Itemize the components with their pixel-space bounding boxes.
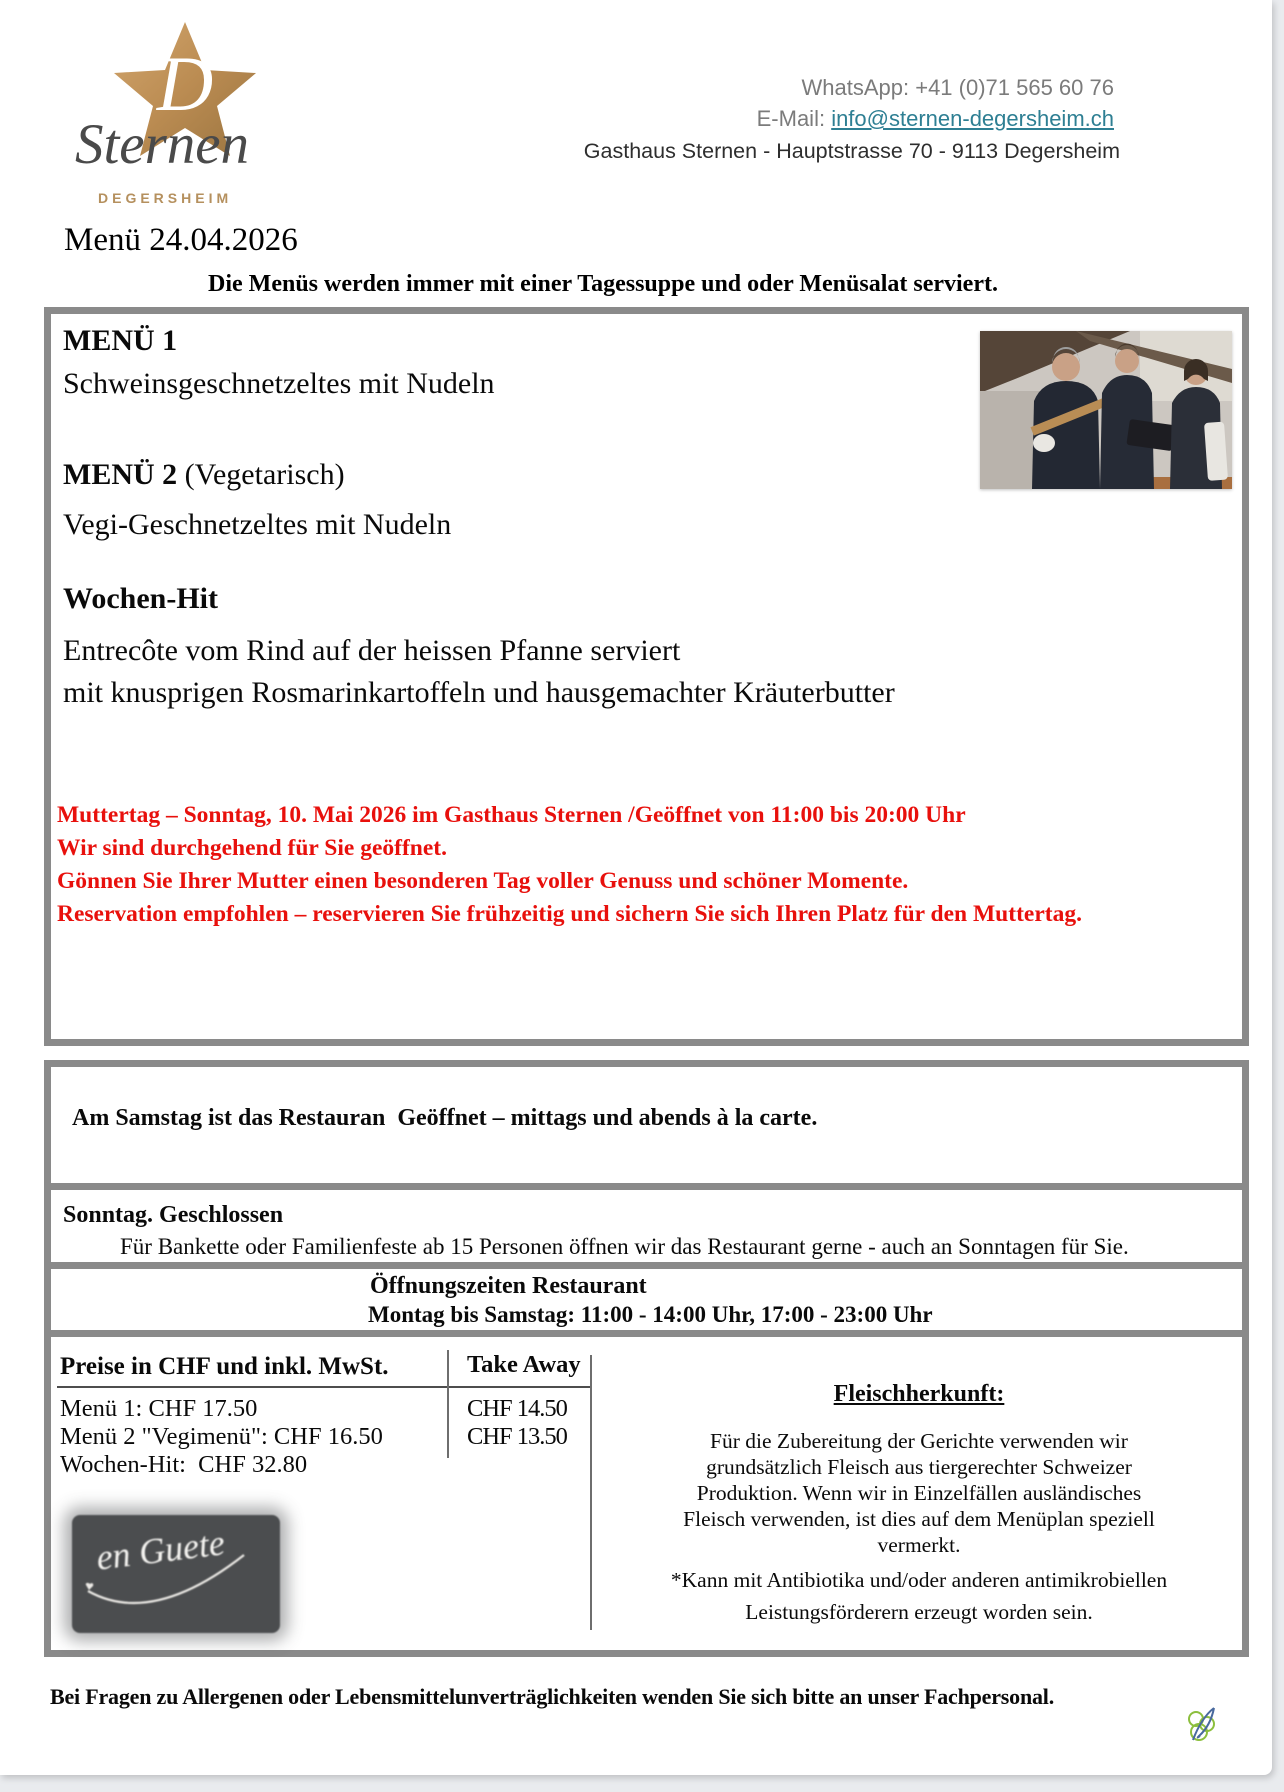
contact-block [757, 72, 1114, 134]
sunday-section [51, 1190, 1242, 1262]
team-photo [980, 331, 1232, 489]
email-label: E-Mail: [756, 106, 832, 131]
menu2-suffix: (Vegetarisch) [177, 458, 345, 491]
takeaway-left-divider [447, 1350, 449, 1458]
info-boxes [44, 1060, 1249, 1657]
sunday-note: Sonntag. Geschlossen [63, 1202, 284, 1228]
menu2-title-line [63, 458, 345, 492]
saturday-note: Am Samstag ist das Restauran Geöffnet – mittags und abends à la carte. [72, 1105, 818, 1131]
price-row-menu2: Menü 2 "Vegimenü": CHF 16.50 [60, 1423, 383, 1450]
column-divider [590, 1355, 592, 1630]
hours-value: Montag bis Samstag: 11:00 - 14:00 Uhr, 17:00 - 23:00 Uhr [368, 1302, 933, 1327]
wochenhit-title: Wochen-Hit [63, 582, 218, 615]
muttertag-line-3: Gönnen Sie Ihrer Mutter einen besonderen Tag voller Genuss und schöner Momente. [57, 868, 909, 894]
email-line [757, 103, 1114, 134]
takeaway-price-menu1: CHF 14.50 [467, 1395, 567, 1422]
wochenhit-dish-line2: mit knusprigen Rosmarinkartoffeln und hausgemachter Kräuterbutter [63, 676, 895, 709]
prices-header: Preise in CHF und inkl. MwSt. [60, 1353, 389, 1380]
prices-header-underline [57, 1386, 591, 1388]
address-line: Gasthaus Sternen - Hauptstrasse 70 - 9113 Degersheim [583, 139, 1120, 163]
hours-section [51, 1269, 1242, 1330]
logo-place-label: DEGERSHEIM [98, 190, 233, 206]
price-row-menu1: Menü 1: CHF 17.50 [60, 1395, 258, 1422]
section-divider [51, 1262, 1242, 1269]
svg-text:D: D [156, 40, 214, 127]
meat-origin-line: Für die Zubereitung der Gerichte verwenden wir [710, 1429, 1128, 1453]
whatsapp-line: WhatsApp: +41 (0)71 565 60 76 [801, 75, 1114, 100]
banquet-note: Für Bankette oder Familienfeste ab 15 Personen öffnen wir das Restaurant gerne - auch an Sonntagen für Sie. [120, 1234, 1129, 1259]
email-link[interactable]: info@sternen-degersheim.ch [831, 106, 1114, 131]
prices-section [51, 1337, 1242, 1650]
menu2-title: MENÜ 2 [63, 458, 178, 491]
section-divider [51, 1330, 1242, 1337]
daily-menu-box [44, 307, 1249, 1046]
menu1-title: MENÜ 1 [63, 324, 178, 357]
menu2-dish: Vegi-Geschnetzeltes mit Nudeln [63, 508, 452, 541]
menu1-dish: Schweinsgeschnetzeltes mit Nudeln [63, 367, 495, 400]
clover-logo-icon [1186, 1706, 1218, 1742]
antibiotics-note-line2: Leistungsförderern erzeugt worden sein. [745, 1600, 1093, 1624]
logo-wordmark: Sternen [74, 113, 250, 176]
menus-note: Die Menüs werden immer mit einer Tagessuppe und oder Menüsalat serviert. [208, 271, 998, 297]
section-divider [51, 1183, 1242, 1190]
menu-date-title: Menü 24.04.2026 [64, 222, 298, 258]
meat-origin-line: Produktion. Wenn wir in Einzelfällen ausländisches [696, 1481, 1142, 1505]
takeaway-header: Take Away [467, 1351, 581, 1378]
takeaway-price-menu2: CHF 13.50 [467, 1423, 567, 1450]
muttertag-line-2: Wir sind durchgehend für Sie geöffnet. [57, 835, 447, 861]
meat-origin-line: Fleisch verwenden, ist dies auf dem Menüplan speziell [683, 1507, 1155, 1531]
meat-origin-block [596, 1381, 1242, 1625]
allergy-note: Bei Fragen zu Allergenen oder Lebensmittelunverträglichkeiten wenden Sie sich bitte an unser Fachpersonal. [50, 1684, 1054, 1709]
meat-origin-line: grundsätzlich Fleisch aus tiergerechter Schweizer [706, 1455, 1132, 1479]
antibiotics-note-line1: *Kann mit Antibiotika und/oder anderen antimikrobiellen [670, 1568, 1168, 1592]
muttertag-line-4: Reservation empfohlen – reservieren Sie frühzeitig und sichern Sie sich Ihren Platz für den Muttertag. [57, 901, 1082, 927]
en-guete-stamp [72, 1515, 280, 1633]
en-guete-text: en Guete [94, 1522, 227, 1578]
hours-title: Öffnungszeiten Restaurant [370, 1273, 647, 1299]
stamp-swoosh-icon [72, 1515, 280, 1633]
muttertag-line-1: Muttertag – Sonntag, 10. Mai 2026 im Gasthaus Sternen /Geöffnet von 11:00 bis 20:00 Uhr [57, 802, 966, 828]
price-row-wochenhit: Wochen-Hit: CHF 32.80 [60, 1451, 308, 1478]
meat-origin-title: Fleischherkunft: [833, 1381, 1005, 1407]
wochenhit-dish-line1: Entrecôte vom Rind auf der heissen Pfanne serviert [63, 634, 681, 667]
saturday-section [51, 1067, 1242, 1183]
meat-origin-line: vermerkt. [877, 1533, 961, 1557]
